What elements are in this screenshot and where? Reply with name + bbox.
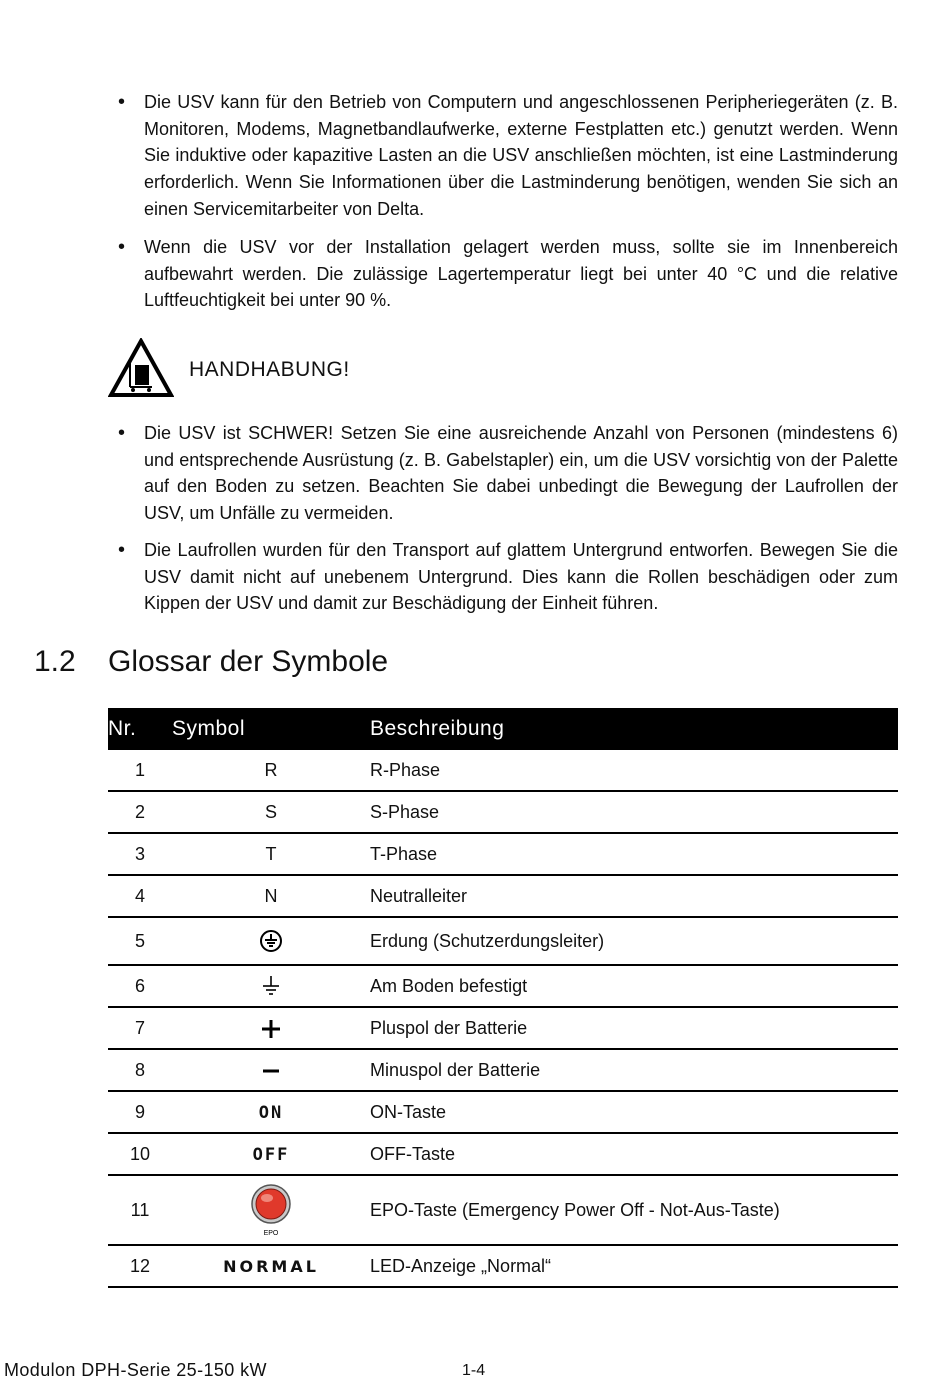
table-row bbox=[108, 833, 898, 875]
section-title: Glossar der Symbole bbox=[108, 645, 389, 678]
row-symbol bbox=[172, 1007, 370, 1049]
bullet-item bbox=[118, 234, 898, 314]
row-description: LED-Anzeige „Normal“ bbox=[370, 1245, 898, 1287]
row-nr: 11 bbox=[108, 1175, 172, 1245]
row-description: OFF-Taste bbox=[370, 1133, 898, 1175]
row-nr: 12 bbox=[108, 1245, 172, 1287]
row-description: S-Phase bbox=[370, 791, 898, 833]
off-symbol: OFF bbox=[252, 1144, 290, 1165]
bullet-text: Die Laufrollen wurden für den Transport auf glattem Untergrund entworfen. Bewegen Sie die USV damit nicht auf unebenem Untergrund. Dies kann die Rollen beschädigen oder zum Kippen der USV und damit zur Beschädigung der Einheit führen. bbox=[144, 540, 898, 614]
table-row bbox=[108, 917, 898, 965]
table-row bbox=[108, 1007, 898, 1049]
row-nr: 5 bbox=[108, 917, 172, 965]
symbol-glossary-table bbox=[108, 708, 898, 1288]
header-description: Beschreibung bbox=[370, 708, 898, 750]
row-description: EPO-Taste (Emergency Power Off - Not-Aus-Taste) bbox=[370, 1175, 898, 1245]
row-symbol: T bbox=[172, 833, 370, 875]
row-description: ON-Taste bbox=[370, 1091, 898, 1133]
table-header-row bbox=[108, 708, 898, 750]
row-description: R-Phase bbox=[370, 750, 898, 791]
table-row bbox=[108, 1245, 898, 1287]
bullet-dot: • bbox=[118, 236, 126, 258]
row-symbol bbox=[172, 917, 370, 965]
bullet-item bbox=[118, 537, 898, 617]
bullet-dot: • bbox=[118, 422, 126, 444]
row-description: Minuspol der Batterie bbox=[370, 1049, 898, 1091]
protective-earth-icon bbox=[259, 929, 283, 953]
table-row bbox=[108, 791, 898, 833]
row-nr: 1 bbox=[108, 750, 172, 791]
bullet-list-bottom-2 bbox=[118, 537, 898, 617]
table-row bbox=[108, 1049, 898, 1091]
footer-page-number: 1-4 bbox=[462, 1362, 486, 1379]
section-number: 1.2 bbox=[34, 645, 76, 678]
row-symbol bbox=[172, 965, 370, 1007]
bullet-text: Wenn die USV vor der Installation gelagert werden muss, sollte sie im Innenbereich aufbewahrt werden. Die zulässige Lagertemperatur liegt bei unter 40 °C und die relative Luftfeuchtigkeit bei unter 90 %. bbox=[144, 237, 898, 311]
epo-label: EPO bbox=[263, 1230, 279, 1237]
table-row bbox=[108, 965, 898, 1007]
row-nr: 8 bbox=[108, 1049, 172, 1091]
row-nr: 7 bbox=[108, 1007, 172, 1049]
minus-icon bbox=[262, 1066, 280, 1076]
bullet-list-top bbox=[118, 89, 898, 223]
table-row bbox=[108, 750, 898, 791]
table-row bbox=[108, 1175, 898, 1245]
row-nr: 6 bbox=[108, 965, 172, 1007]
row-nr: 3 bbox=[108, 833, 172, 875]
on-symbol: ON bbox=[258, 1102, 284, 1123]
row-description: Am Boden befestigt bbox=[370, 965, 898, 1007]
row-symbol bbox=[172, 1175, 370, 1245]
row-nr: 9 bbox=[108, 1091, 172, 1133]
handling-warning-icon bbox=[108, 338, 174, 398]
section-heading bbox=[34, 645, 388, 679]
header-nr: Nr. bbox=[108, 708, 172, 750]
epo-button-icon bbox=[249, 1182, 293, 1238]
row-description: Neutralleiter bbox=[370, 875, 898, 917]
row-symbol: S bbox=[172, 791, 370, 833]
row-nr: 4 bbox=[108, 875, 172, 917]
bullet-text: Die USV kann für den Betrieb von Computern und angeschlossenen Peripheriegeräten (z. B. Monitoren, Modems, Magnetbandlaufwerke, externe Festplatten etc.) genutzt werden. Wenn Sie induktive oder kapazitive Lasten an die USV anschließen möchten, ist eine Lastminderung erforderlich. Wenn Sie Informationen über die Lastminderung benötigen, wenden Sie sich an einen Servicemitarbeiter von Delta. bbox=[144, 92, 898, 219]
ground-icon bbox=[261, 974, 281, 998]
table-row bbox=[108, 875, 898, 917]
table-row bbox=[108, 1091, 898, 1133]
row-description: Erdung (Schutzerdungsleiter) bbox=[370, 917, 898, 965]
row-symbol bbox=[172, 1091, 370, 1133]
header-symbol: Symbol bbox=[172, 708, 370, 750]
bullet-text: Die USV ist SCHWER! Setzen Sie eine ausreichende Anzahl von Personen (mindestens 6) und entsprechende Ausrüstung (z. B. Gabelstapler) ein, um die USV vorsichtig von der Palette auf den Boden zu setzen. Beachten Sie dabei unbedingt die Bewegung der Laufrollen der USV, um Unfälle zu vermeiden. bbox=[144, 423, 898, 524]
bullet-dot: • bbox=[118, 539, 126, 561]
row-symbol bbox=[172, 1245, 370, 1287]
bullet-dot: • bbox=[118, 91, 126, 113]
warning-title: HANDHABUNG! bbox=[189, 358, 350, 381]
bullet-list-top-2 bbox=[118, 234, 898, 314]
plus-icon bbox=[261, 1019, 281, 1039]
bullet-item bbox=[118, 420, 898, 527]
normal-symbol: NORMAL bbox=[223, 1256, 319, 1276]
bullet-item bbox=[118, 89, 898, 223]
bullet-list-bottom bbox=[118, 420, 898, 527]
row-symbol bbox=[172, 1049, 370, 1091]
row-nr: 2 bbox=[108, 791, 172, 833]
row-symbol: R bbox=[172, 750, 370, 791]
row-nr: 10 bbox=[108, 1133, 172, 1175]
row-description: Pluspol der Batterie bbox=[370, 1007, 898, 1049]
row-symbol: N bbox=[172, 875, 370, 917]
footer-title: Modulon DPH-Serie 25-150 kW bbox=[4, 1360, 267, 1380]
row-symbol bbox=[172, 1133, 370, 1175]
table-row bbox=[108, 1133, 898, 1175]
row-description: T-Phase bbox=[370, 833, 898, 875]
